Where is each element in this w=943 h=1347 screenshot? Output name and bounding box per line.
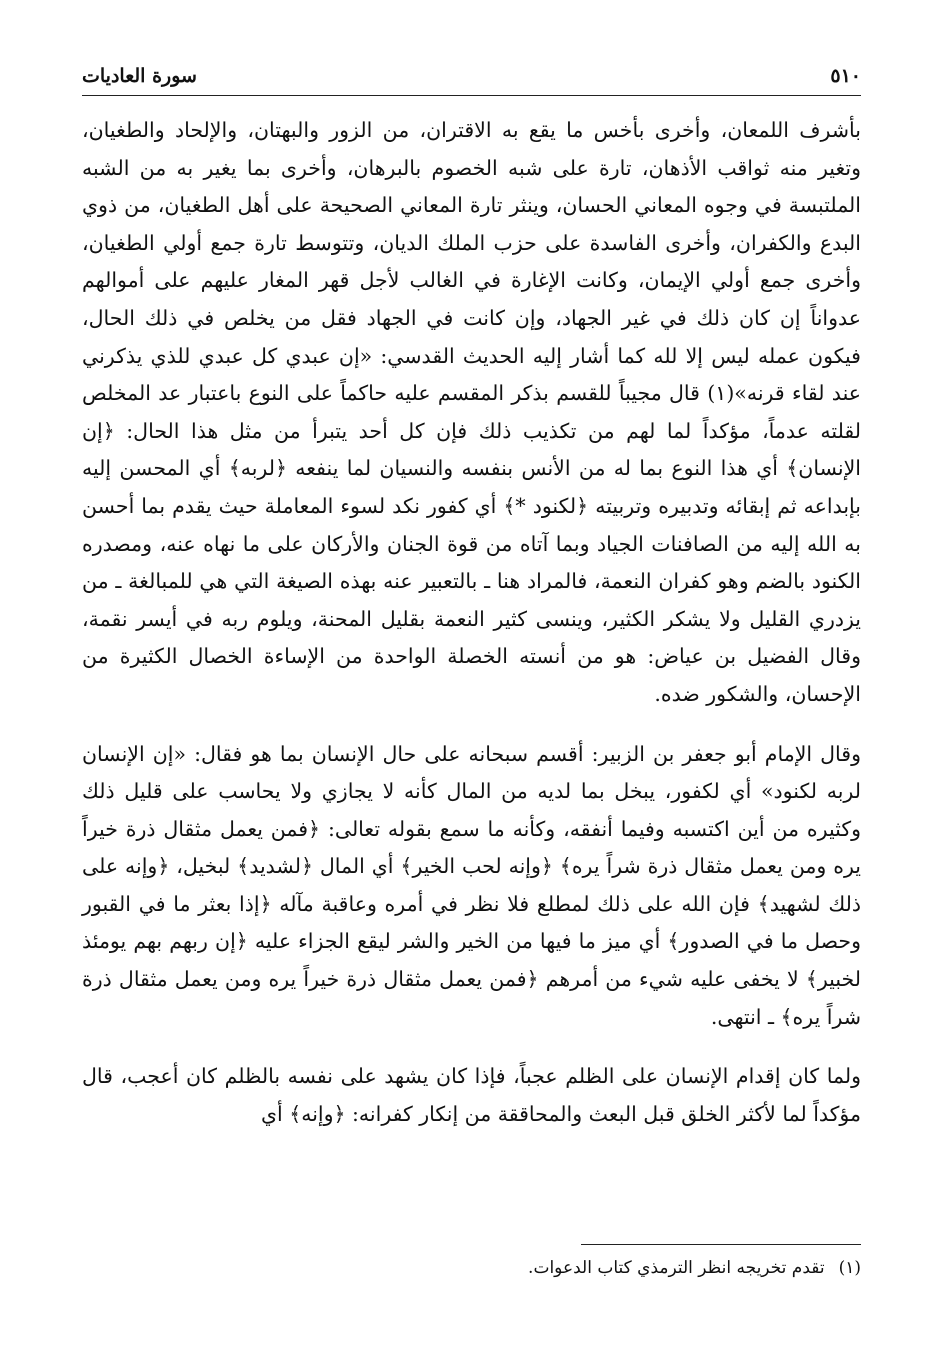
paragraph-3: ولما كان إقدام الإنسان على الظلم عجباً، فإذا كان يشهد على نفسه بالظلم كان أعجب، قال مؤكداً لما لأكثر الخلق قبل البعث والمحاققة من إنكار كفرانه: ﴿وإنه﴾ أي — [82, 1064, 861, 1126]
main-text — [82, 112, 861, 1133]
header-divider — [82, 95, 861, 96]
footnote-divider — [581, 1244, 861, 1245]
footnote — [82, 1254, 861, 1282]
footnote-number: (١) — [838, 1258, 861, 1278]
paragraph-1: بأشرف اللمعان، وأخرى بأخس ما يقع به الاقتران، من الزور والبهتان، والإلحاد والطغيان، وتغير منه ثواقب الأذهان، تارة على شبه الخصوم بالبرهان، وأخرى بما يغير به من الشبه الملتبسة في وجوه المعاني الحسان، وينثر تارة المعاني الصحيحة على أهل الطغيان، من ذوي البدع والكفران، وأخرى الفاسدة على حزب الملك الديان، وتتوسط تارة جمع أولي الطغيان، وأخرى جمع أولي الإيمان، وكانت الإغارة في الغالب لأجل قهر المغار عليهم على أموالهم عدواناً إن كان ذلك في غير الجهاد، وإن كانت في الجهاد فقل من يخلص في ذلك الحال، فيكون عمله ليس إلا لله كما أشار إليه الحديث القدسي: «إن عبدي كل عبدي للذي يذكرني عند لقاء قرنه»(١) قال مجيباً للقسم بذكر المقسم عليه حاكماً على النوع باعتبار عد المخلص لقلته عدماً، مؤكداً لما لهم من تكذيب ذلك فإن كل أحد يتبرأ من مثل هذا الحال: ﴿إن الإنسان﴾ أي هذا النوع بما له من الأنس بنفسه والنسيان لما ينفعه ﴿لربه﴾ أي المحسن إليه بإبداعه ثم إبقائه وتدبيره وتربيته ﴿لكنود *﴾ أي كفور نكد لسوء المعاملة حيث يقدم بما أحسن به الله إليه من الصافنات الجياد وبما آتاه من قوة الجنان والأركان على ما نهاه عنه، ومصدره الكنود بالضم وهو كفران النعمة، فالمراد هنا ـ بالتعبير عنه بهذه الصيغة التي هي للمبالغة ـ من يزدري القليل ولا يشكر الكثير، وينسى كثير النعمة بقليل المحنة، ويلوم ربه في أيسر نقمة، وقال الفضيل بن عياض: هو من أنسته الخصلة الواحدة من الإساءة الخصال الكثيرة من الإحسان، والشكور ضده. — [82, 118, 861, 706]
page-number: ٥١٠ — [830, 65, 861, 87]
surah-title: سورة العاديات — [82, 65, 197, 87]
page-header — [82, 56, 861, 90]
paragraph-2: وقال الإمام أبو جعفر بن الزبير: أقسم سبحانه على حال الإنسان بما هو فقال: «إن الإنسان لربه لكنود» أي لكفور، يبخل بما لديه من المال كأنه لا يجازي ولا يحاسب على قليل ذلك وكثيره من أين اكتسبه وفيما أنفقه، وكأنه ما سمع بقوله تعالى: ﴿فمن يعمل مثقال ذرة خيراً يره ومن يعمل مثقال ذرة شراً يره﴾ ﴿وإنه لحب الخير﴾ أي المال ﴿لشديد﴾ لبخيل، ﴿وإنه على ذلك لشهيد﴾ فإن الله على ذلك لمطلع فلا نظر في أمره وعاقبة مآله ﴿إذا بعثر ما في القبور وحصل ما في الصدور﴾ أي ميز ما فيها من الخير والشر ليقع الجزاء عليه ﴿إن ربهم بهم يومئذ لخبير﴾ لا يخفى عليه شيء من أمرهم ﴿فمن يعمل مثقال ذرة خيراً يره ومن يعمل مثقال ذرة شراً يره﴾ ـ انتهى. — [82, 741, 861, 1029]
footnote-text: تقدم تخريجه انظر الترمذي كتاب الدعوات. — [528, 1258, 825, 1278]
